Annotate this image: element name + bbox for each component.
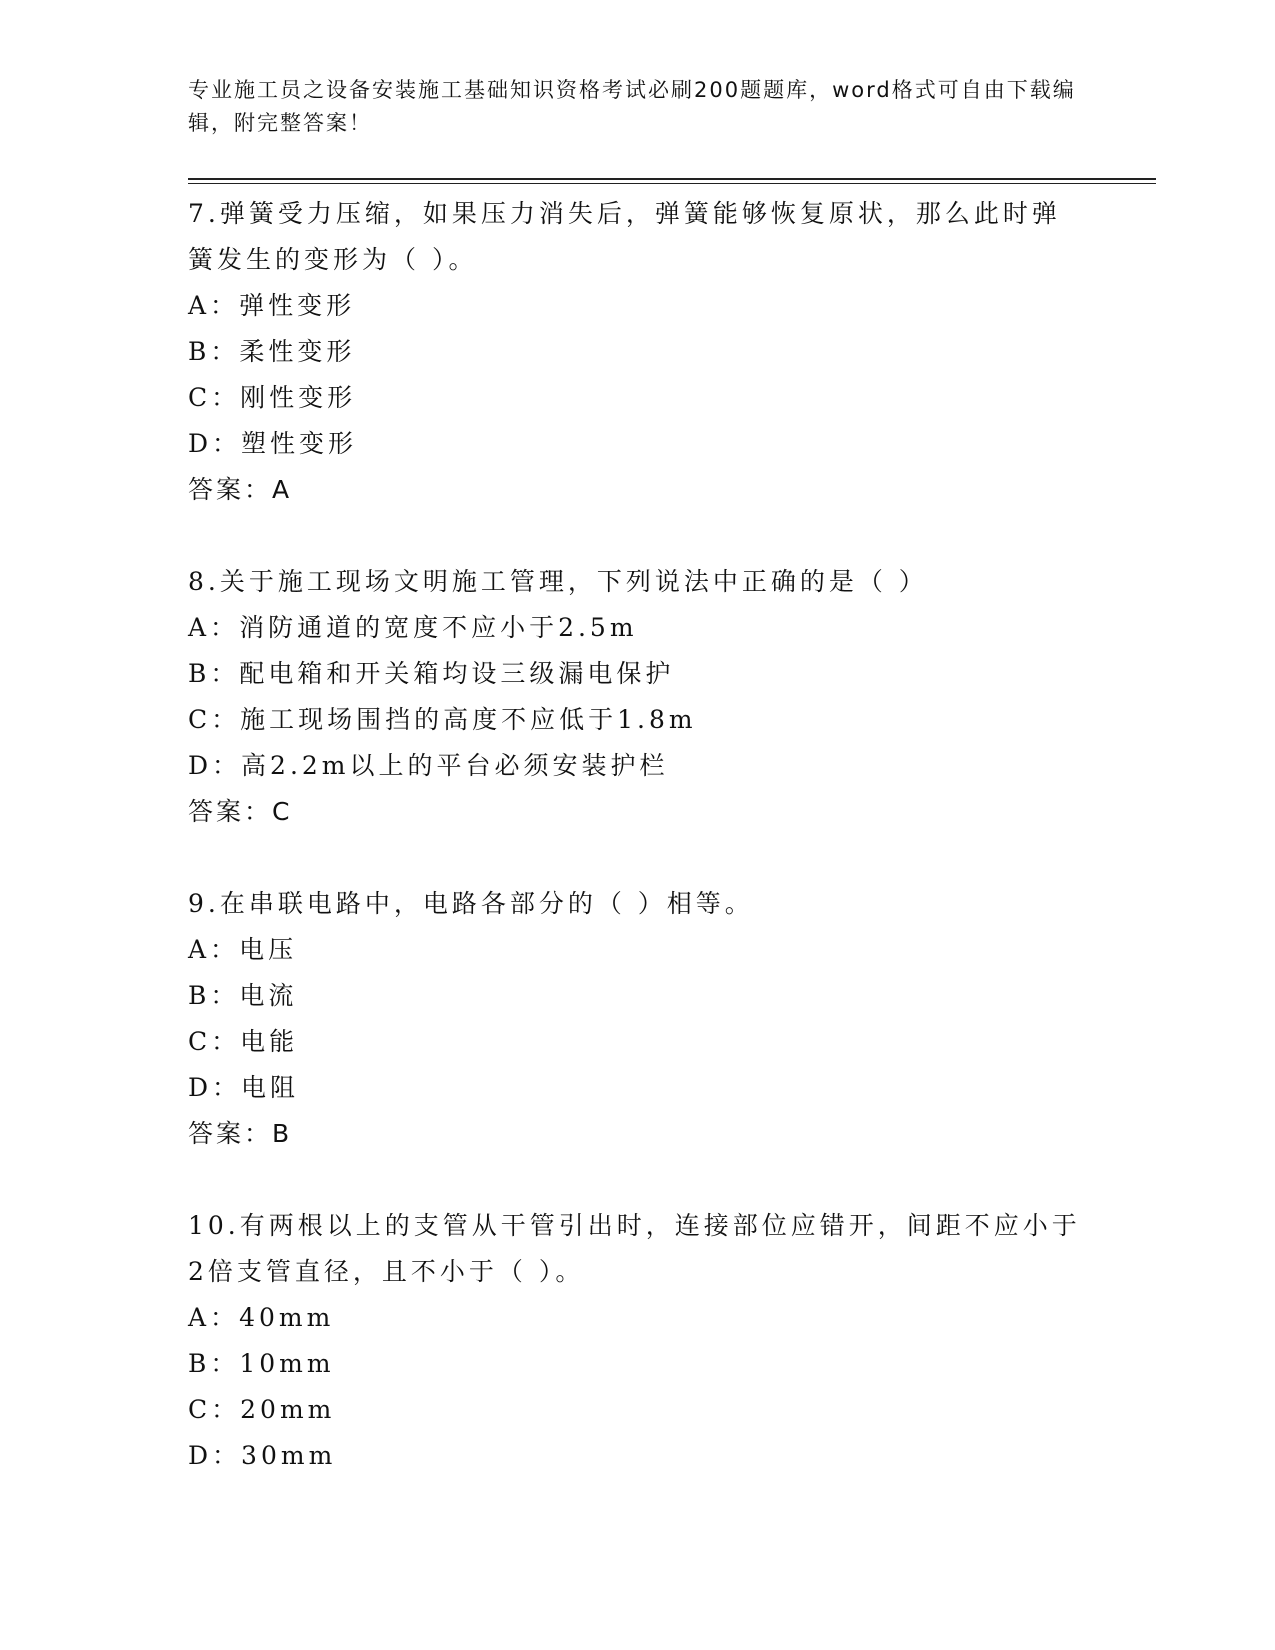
spacer bbox=[188, 513, 1088, 559]
option-text: 10mm bbox=[239, 1349, 335, 1378]
question-stem: 7.弹簧受力压缩，如果压力消失后，弹簧能够恢复原状，那么此时弹簧发生的变形为（ ）。 bbox=[188, 199, 1061, 274]
option-letter: B： bbox=[188, 981, 240, 1010]
spacer bbox=[188, 1157, 1088, 1203]
spacer bbox=[188, 835, 1088, 881]
option-letter: D： bbox=[188, 751, 242, 780]
option-letter: D： bbox=[188, 429, 242, 458]
option-letter: C： bbox=[188, 383, 241, 412]
option-letter: A： bbox=[188, 1303, 240, 1332]
option-letter: B： bbox=[188, 1349, 240, 1378]
question-8 bbox=[188, 559, 1088, 881]
option-letter: C： bbox=[188, 1027, 241, 1056]
answer-line: 答案：B bbox=[188, 1119, 293, 1148]
option-text: 30mm bbox=[241, 1441, 337, 1470]
question-9 bbox=[188, 881, 1088, 1203]
header-text: 专业施工员之设备安装施工基础知识资格考试必刷200题题库，word格式可自由下载编辑，附完整答案！ bbox=[188, 78, 1076, 135]
option-d bbox=[188, 421, 1088, 467]
option-c bbox=[188, 1019, 1088, 1065]
option-letter: C： bbox=[188, 705, 241, 734]
option-text: 塑性变形 bbox=[241, 429, 358, 458]
option-text: 电能 bbox=[240, 1027, 299, 1056]
option-text: 消防通道的宽度不应小于2.5m bbox=[239, 613, 638, 642]
option-text: 高2.2m以上的平台必须安装护栏 bbox=[241, 751, 669, 780]
question-10 bbox=[188, 1203, 1088, 1479]
option-c bbox=[188, 1387, 1088, 1433]
option-letter: B： bbox=[188, 337, 240, 366]
option-text: 电流 bbox=[239, 981, 298, 1010]
option-text: 电阻 bbox=[241, 1073, 300, 1102]
header-divider-thick bbox=[188, 178, 1156, 180]
option-text: 施工现场围挡的高度不应低于1.8m bbox=[240, 705, 697, 734]
answer-line: 答案：C bbox=[188, 797, 293, 826]
option-a bbox=[188, 605, 1088, 651]
option-letter: B： bbox=[188, 659, 240, 688]
option-letter: C： bbox=[188, 1395, 241, 1424]
option-d bbox=[188, 1065, 1088, 1111]
question-stem: 9.在串联电路中，电路各部分的（ ）相等。 bbox=[188, 889, 754, 918]
option-text: 20mm bbox=[240, 1395, 336, 1424]
option-letter: D： bbox=[188, 1441, 242, 1470]
option-text: 电压 bbox=[239, 935, 298, 964]
option-b bbox=[188, 1341, 1088, 1387]
option-text: 40mm bbox=[239, 1303, 335, 1332]
option-letter: A： bbox=[188, 935, 240, 964]
option-d bbox=[188, 1433, 1088, 1479]
option-a bbox=[188, 283, 1088, 329]
question-stem: 8.关于施工现场文明施工管理，下列说法中正确的是（ ） bbox=[188, 567, 928, 596]
option-b bbox=[188, 329, 1088, 375]
option-a bbox=[188, 1295, 1088, 1341]
option-text: 刚性变形 bbox=[240, 383, 357, 412]
option-b bbox=[188, 973, 1088, 1019]
option-letter: A： bbox=[188, 613, 240, 642]
question-list bbox=[188, 191, 1088, 1479]
answer-line: 答案：A bbox=[188, 475, 293, 504]
option-text: 弹性变形 bbox=[239, 291, 356, 320]
option-a bbox=[188, 927, 1088, 973]
option-c bbox=[188, 697, 1088, 743]
question-stem: 10.有两根以上的支管从干管引出时，连接部位应错开，间距不应小于2倍支管直径，且不小于（ ）。 bbox=[188, 1211, 1081, 1286]
option-text: 柔性变形 bbox=[239, 337, 356, 366]
header-divider-thin bbox=[188, 183, 1156, 184]
option-text: 配电箱和开关箱均设三级漏电保护 bbox=[239, 659, 675, 688]
option-b bbox=[188, 651, 1088, 697]
option-letter: D： bbox=[188, 1073, 242, 1102]
option-c bbox=[188, 375, 1088, 421]
option-letter: A： bbox=[188, 291, 240, 320]
question-7 bbox=[188, 191, 1088, 559]
option-d bbox=[188, 743, 1088, 789]
document-header bbox=[188, 74, 1088, 140]
